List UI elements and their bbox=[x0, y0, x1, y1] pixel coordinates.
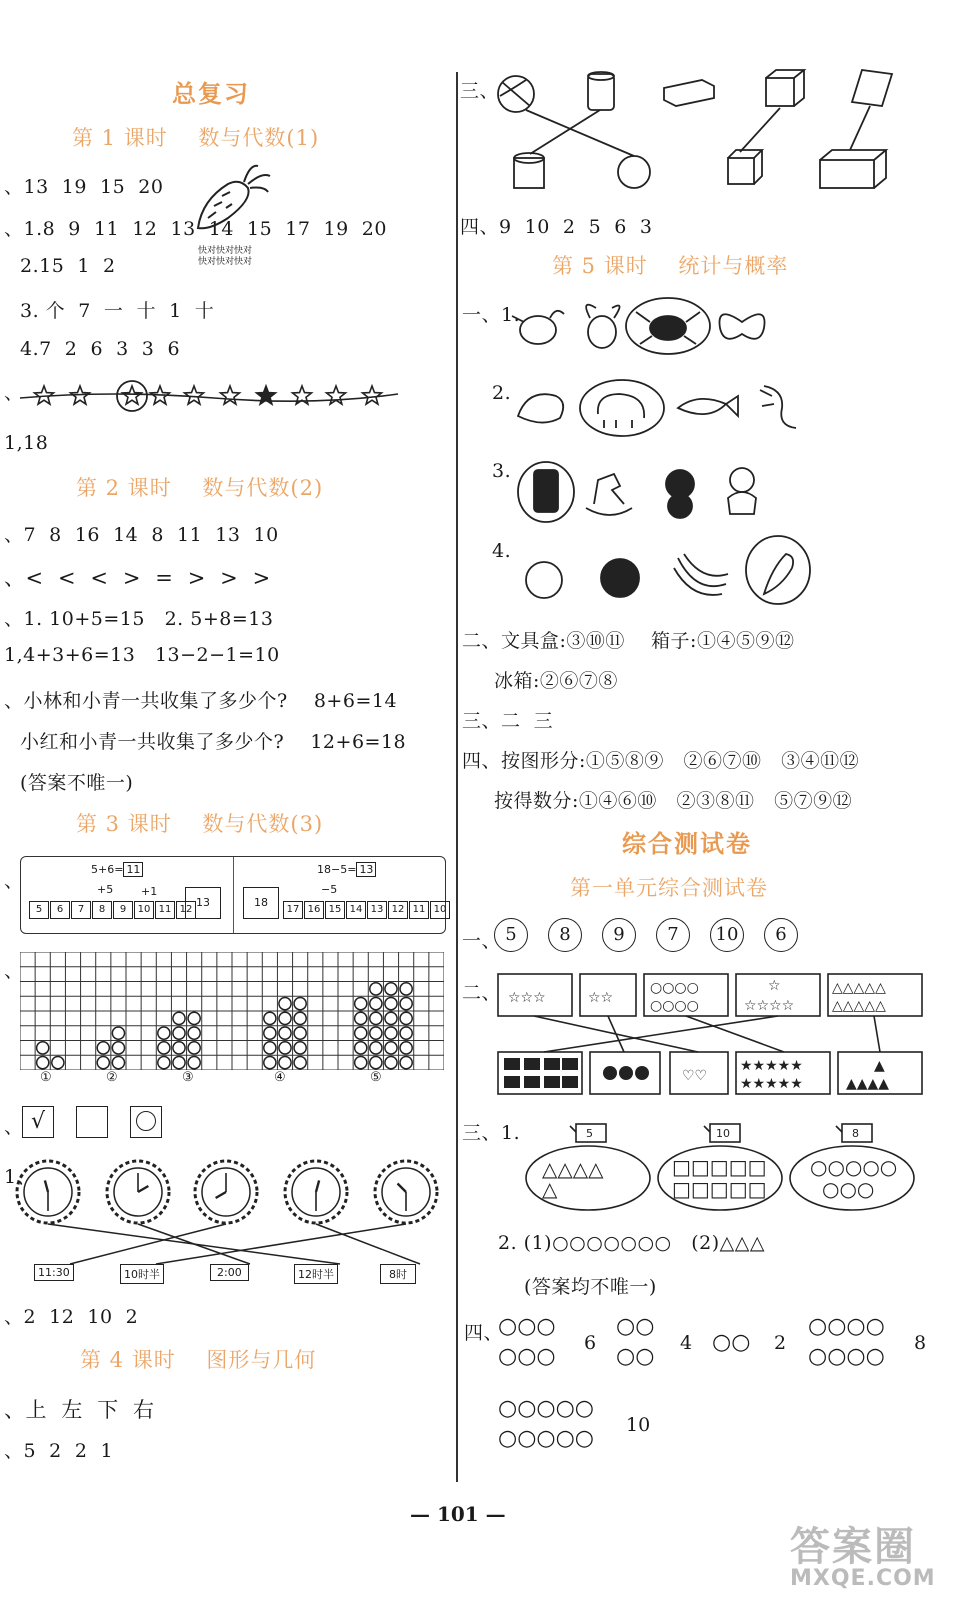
u1-q3-note: (答案均不唯一) bbox=[524, 1276, 657, 1298]
l5-q1-1: 一、1. bbox=[462, 304, 521, 326]
grid-circle bbox=[112, 1057, 124, 1069]
svg-text:★★★★★: ★★★★★ bbox=[740, 1076, 803, 1092]
l5-q3: 三、二 三 bbox=[462, 710, 554, 732]
train-car: 10 bbox=[430, 901, 450, 919]
grid-circle bbox=[400, 1042, 412, 1054]
grid-circle bbox=[385, 998, 397, 1010]
clock-hand bbox=[216, 1192, 226, 1198]
u1-q4-num-5: 10 bbox=[626, 1414, 651, 1436]
train-car: 12 bbox=[388, 901, 408, 919]
star-icon bbox=[327, 386, 346, 404]
grid-circle bbox=[37, 1042, 49, 1054]
flag-num-2: 10 bbox=[716, 1127, 730, 1140]
grid-circle bbox=[385, 1057, 397, 1069]
u1-circle-1: 5 bbox=[494, 918, 528, 952]
carrot-caption-2: 快对快对快对 bbox=[198, 257, 253, 267]
clock-hand bbox=[138, 1186, 148, 1192]
l5-q4b: 按得数分:①④⑥⑩ ②③⑧⑪ ⑤⑦⑨⑫ bbox=[494, 790, 853, 812]
grid-circle bbox=[370, 1027, 382, 1039]
svg-text:♡♡: ♡♡ bbox=[682, 1068, 708, 1084]
animal-row-2 bbox=[512, 374, 812, 444]
grid-labels bbox=[20, 1070, 444, 1090]
grid-circle bbox=[158, 1027, 170, 1039]
clock-label-4: 12时半 bbox=[294, 1264, 338, 1284]
grid-circle bbox=[188, 1027, 200, 1039]
star-icon bbox=[123, 386, 142, 404]
watermark-line2: MXQE.COM bbox=[790, 1566, 936, 1591]
lesson2-title: 第 2 课时 数与代数(2) bbox=[76, 476, 324, 500]
svg-text:☆: ☆ bbox=[768, 978, 781, 994]
train-car: 5 bbox=[29, 901, 49, 919]
grid-circle bbox=[355, 1042, 367, 1054]
train2-minus5: −5 bbox=[321, 883, 338, 896]
u1-q1-mark: 一、 bbox=[462, 930, 502, 952]
circle-box bbox=[130, 1106, 162, 1138]
grid-circle bbox=[385, 1012, 397, 1024]
grid-circle bbox=[173, 1027, 185, 1039]
l1-q2-3: 3. 个 7 一 十 1 十 bbox=[20, 300, 215, 322]
l3-q2-mark: 、 bbox=[4, 960, 24, 982]
svg-text:△△△△△: △△△△△ bbox=[832, 998, 886, 1014]
l2-q5c: (答案不唯一) bbox=[20, 772, 134, 794]
l2-q4: 1,4+3+6=13 13−2−1=10 bbox=[4, 644, 280, 666]
grid-circle bbox=[188, 1057, 200, 1069]
section-heading-review: 总复习 bbox=[172, 79, 250, 108]
train1-engine: 13 bbox=[185, 887, 221, 919]
l5-q2b: 冰箱:②⑥⑦⑧ bbox=[494, 670, 618, 692]
grid-circle bbox=[158, 1057, 170, 1069]
l3-q5: 、2 12 10 2 bbox=[4, 1306, 139, 1328]
peach-icon bbox=[526, 562, 562, 598]
clock-label-5: 8时 bbox=[380, 1264, 416, 1284]
grid-circle bbox=[173, 1057, 185, 1069]
train1-equation: 5+6= 11 bbox=[91, 863, 143, 876]
grid-circle bbox=[370, 983, 382, 995]
l4-q1: 、上 左 下 右 bbox=[4, 1398, 155, 1422]
grid-label-2: ② bbox=[106, 1070, 118, 1085]
grid-circle bbox=[355, 1057, 367, 1069]
grid-circle bbox=[264, 1027, 276, 1039]
grid-circle bbox=[188, 1042, 200, 1054]
train-car: 8 bbox=[92, 901, 112, 919]
svg-text:○○○○: ○○○○ bbox=[650, 980, 699, 996]
page-number: — 101 — bbox=[410, 1502, 506, 1526]
star-icon bbox=[185, 386, 204, 404]
l3-q4-mark: 1、 bbox=[4, 1166, 37, 1188]
svg-text:☆☆☆: ☆☆☆ bbox=[508, 990, 546, 1006]
grid-circle bbox=[37, 1057, 49, 1069]
watermark-line1: 答案圈 bbox=[790, 1524, 916, 1570]
u1-q1-circles bbox=[494, 918, 824, 958]
unit1-title: 第一单元综合测试卷 bbox=[570, 876, 768, 900]
u1-q2-matching bbox=[494, 970, 926, 1100]
grid-circle bbox=[279, 1027, 291, 1039]
train1-cars bbox=[29, 901, 196, 919]
svg-text:△△△△: △△△△ bbox=[542, 1157, 604, 1181]
svg-text:☆☆: ☆☆ bbox=[588, 990, 614, 1006]
grid-circle bbox=[294, 1027, 306, 1039]
u1-circle-4: 7 bbox=[656, 918, 690, 952]
train-car: 7 bbox=[71, 901, 91, 919]
l2-q2: 、< < < > = > > > bbox=[4, 566, 271, 590]
grid-circle bbox=[400, 983, 412, 995]
l2-q1: 、7 8 16 14 8 11 13 10 bbox=[4, 524, 279, 546]
svg-text:△: △ bbox=[542, 1177, 558, 1201]
grid-circle bbox=[355, 1012, 367, 1024]
grid-circle bbox=[264, 1057, 276, 1069]
whale-icon bbox=[518, 394, 563, 422]
grid-label-5: ⑤ bbox=[370, 1070, 382, 1085]
l1-q2-1: 、1.8 9 11 12 13 14 15 17 19 20 bbox=[4, 218, 387, 240]
grid-label-1: ① bbox=[40, 1070, 52, 1085]
grid-label-4: ④ bbox=[274, 1070, 286, 1085]
lesson4-title: 第 4 课时 图形与几何 bbox=[80, 1348, 317, 1372]
train2-cars bbox=[283, 901, 450, 919]
clock-label-2: 10时半 bbox=[120, 1264, 164, 1284]
grid-circle bbox=[385, 983, 397, 995]
grid-circle bbox=[188, 1012, 200, 1024]
l5-q2a: 二、文具盒:③⑩⑪ 箱子:①④⑤⑨⑫ bbox=[462, 630, 795, 652]
grid-circle bbox=[370, 1042, 382, 1054]
l5-q1-4: 4. bbox=[492, 540, 512, 562]
svg-text:▲▲▲▲: ▲▲▲▲ bbox=[846, 1076, 890, 1092]
svg-text:□□□□□: □□□□□ bbox=[672, 1155, 767, 1179]
clock-hand bbox=[316, 1180, 319, 1192]
u1-q3-sets bbox=[522, 1112, 922, 1212]
flag-num-3: 8 bbox=[852, 1127, 859, 1140]
empty-box bbox=[76, 1106, 108, 1138]
u1-circle-6: 6 bbox=[764, 918, 798, 952]
grid-circle bbox=[355, 1027, 367, 1039]
star-icon bbox=[363, 386, 382, 404]
u1-q3-1: 三、1. bbox=[462, 1122, 521, 1144]
grid-circle bbox=[173, 1042, 185, 1054]
r-q3-mark: 三、 bbox=[460, 80, 500, 102]
l5-q1-2: 2. bbox=[492, 382, 512, 404]
l1-q4: 1,18 bbox=[4, 432, 49, 454]
train-car: 11 bbox=[155, 901, 175, 919]
grid-circle bbox=[279, 998, 291, 1010]
clock-hand bbox=[398, 1184, 406, 1192]
train1-plus5: +5 bbox=[97, 883, 114, 896]
grid-circle bbox=[52, 1057, 64, 1069]
l1-q2-4: 4.7 2 6 3 3 6 bbox=[20, 338, 181, 360]
l2-q5a: 、小林和小青一共收集了多少个? 8+6=14 bbox=[4, 690, 398, 712]
l2-q3: 、1. 10+5=15 2. 5+8=13 bbox=[4, 608, 274, 630]
lesson1-title: 第 1 课时 数与代数(1) bbox=[72, 126, 320, 150]
train-car: 11 bbox=[409, 901, 429, 919]
u1-q4-num-3: 2 bbox=[774, 1332, 787, 1354]
svg-text:★★★★★: ★★★★★ bbox=[740, 1058, 803, 1074]
grid-circle bbox=[264, 1042, 276, 1054]
u1-circle-2: 8 bbox=[548, 918, 582, 952]
grid-circle bbox=[294, 1012, 306, 1024]
grid-circle bbox=[97, 1057, 109, 1069]
l3-q1-mark: 、 bbox=[4, 870, 24, 892]
u1-q4-groups: ○○○ ○○○ 6 ○○ ○○ 4 ○○ 2 ○○○○ ○○○○ 8 ○○○○○ ○○○○○ 10 bbox=[498, 1314, 927, 1451]
grid-label-3: ③ bbox=[182, 1070, 194, 1085]
l1-q2-2: 2.15 1 2 bbox=[20, 255, 116, 277]
u1-q4-num-2: 4 bbox=[680, 1332, 693, 1354]
train-car: 10 bbox=[134, 901, 154, 919]
clock-label-1: 11:30 bbox=[34, 1264, 74, 1281]
train1-plus1: +1 bbox=[141, 885, 158, 898]
check-box: √ bbox=[22, 1106, 54, 1138]
svg-text:△△△△△: △△△△△ bbox=[832, 980, 886, 996]
l1-q1: 、13 19 15 20 bbox=[4, 176, 164, 198]
l4-q2: 、5 2 2 1 bbox=[4, 1440, 114, 1462]
grid-circle bbox=[370, 1012, 382, 1024]
svg-text:○○○: ○○○ bbox=[822, 1177, 875, 1201]
clock-label-3: 2:00 bbox=[210, 1264, 249, 1281]
train2-answer-box: 13 bbox=[356, 862, 376, 877]
train-car: 12 bbox=[176, 901, 196, 919]
grid-circle bbox=[97, 1042, 109, 1054]
grid-circle bbox=[385, 1042, 397, 1054]
train2-engine: 18 bbox=[243, 887, 279, 919]
grid-circle bbox=[385, 1027, 397, 1039]
u1-q4-num-4: 8 bbox=[914, 1332, 927, 1354]
grid-circle bbox=[279, 1057, 291, 1069]
flag-num-1: 5 bbox=[586, 1127, 593, 1140]
l5-q1-3: 3. bbox=[492, 460, 512, 482]
train-car: 15 bbox=[325, 901, 345, 919]
u1-q4-mark: 四、 bbox=[464, 1322, 504, 1344]
l2-q5b: 小红和小青一共收集了多少个? 12+6=18 bbox=[20, 731, 407, 753]
circle-grid bbox=[20, 952, 444, 1070]
grid-circle bbox=[400, 1012, 412, 1024]
r-q4: 四、9 10 2 5 6 3 bbox=[460, 216, 653, 238]
l3-q3-mark: 、 bbox=[4, 1116, 24, 1138]
star-row bbox=[14, 374, 404, 414]
grid-circle bbox=[355, 998, 367, 1010]
train-car: 6 bbox=[50, 901, 70, 919]
star-icon bbox=[35, 386, 54, 404]
toy-row bbox=[514, 456, 774, 526]
grid-circle bbox=[294, 1042, 306, 1054]
train-car: 17 bbox=[283, 901, 303, 919]
grid-circle bbox=[264, 1012, 276, 1024]
svg-text:☆☆☆☆: ☆☆☆☆ bbox=[744, 998, 795, 1014]
shape-match bbox=[480, 66, 910, 196]
grid-circle bbox=[158, 1042, 170, 1054]
grid-circle bbox=[370, 1057, 382, 1069]
animal-row-1 bbox=[510, 292, 810, 362]
grid-circle bbox=[294, 998, 306, 1010]
grid-circle bbox=[112, 1027, 124, 1039]
train1-answer-box: 11 bbox=[123, 862, 143, 877]
clock-labels bbox=[28, 1264, 448, 1284]
carrot-icon bbox=[188, 160, 278, 240]
clock-hand bbox=[45, 1180, 48, 1192]
l1-q3-mark: 、 bbox=[4, 382, 24, 404]
train-car: 14 bbox=[346, 901, 366, 919]
u1-circle-3: 9 bbox=[602, 918, 636, 952]
svg-text:□□□□□: □□□□□ bbox=[672, 1177, 767, 1201]
grid-circle bbox=[294, 1057, 306, 1069]
star-icon bbox=[221, 386, 240, 404]
grid-circle bbox=[400, 1027, 412, 1039]
train-panel bbox=[20, 856, 446, 934]
section-heading-tests: 综合测试卷 bbox=[622, 829, 752, 858]
train-car: 16 bbox=[304, 901, 324, 919]
grid-circle bbox=[400, 998, 412, 1010]
u1-q3-2: 2. (1)○○○○○○○ (2)△△△ bbox=[498, 1232, 765, 1254]
carrot-caption bbox=[198, 246, 252, 268]
u1-circle-5: 10 bbox=[710, 918, 744, 952]
grid-circle bbox=[279, 1042, 291, 1054]
carrot-caption-1: 快对快对快对 bbox=[198, 246, 253, 256]
train-car: 13 bbox=[367, 901, 387, 919]
column-divider bbox=[456, 72, 458, 1482]
svg-text:○○○○: ○○○○ bbox=[650, 998, 699, 1014]
svg-text:▲: ▲ bbox=[874, 1058, 885, 1074]
grid-circle bbox=[112, 1042, 124, 1054]
svg-text:○○○○○: ○○○○○ bbox=[810, 1155, 898, 1179]
fruit-row bbox=[516, 534, 816, 610]
l5-q4a: 四、按图形分:①⑤⑧⑨ ②⑥⑦⑩ ③④⑪⑫ bbox=[462, 750, 860, 772]
grid-circle bbox=[279, 1012, 291, 1024]
u1-q4-num-1: 6 bbox=[584, 1332, 597, 1354]
lesson5-title: 第 5 课时 统计与概率 bbox=[552, 254, 789, 278]
train2-equation: 18−5= 13 bbox=[317, 863, 376, 876]
u1-q2-mark: 二、 bbox=[462, 982, 502, 1004]
lesson3-title: 第 3 课时 数与代数(3) bbox=[76, 812, 324, 836]
grid-circle bbox=[370, 998, 382, 1010]
grid-circle bbox=[400, 1057, 412, 1069]
watermark bbox=[790, 1515, 936, 1591]
grid-circle bbox=[173, 1012, 185, 1024]
train-car: 9 bbox=[113, 901, 133, 919]
bird-icon bbox=[520, 316, 556, 344]
